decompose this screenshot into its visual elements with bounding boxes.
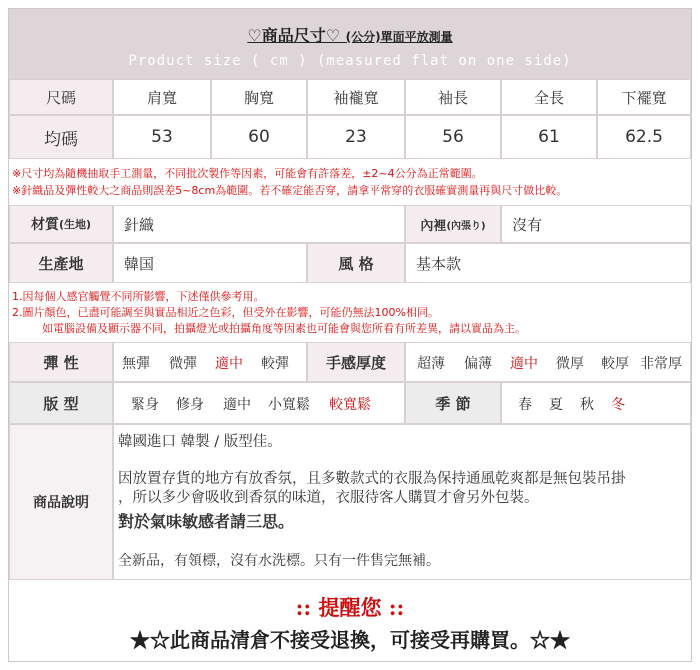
reminder-text: ★☆此商品清倉不接受退換，可接受再購買。☆★	[130, 628, 570, 652]
description-line: ，所以多少會吸收到香氛的味道，衣服待客人購買才會另外包裝。	[118, 490, 539, 506]
description-label: 商品說明	[9, 424, 113, 580]
size-value-cell: 60	[211, 115, 307, 159]
color-note: 2.圖片顏色，已盡可能調至與實品相近之色彩，但受外在影響，可能仍無法100%相同。	[12, 306, 439, 319]
season-label: 季 節	[405, 382, 501, 424]
fit-option: 小寬鬆	[268, 397, 310, 413]
title-banner	[9, 9, 691, 79]
color-note: 1.因每個人感官觸覺不同所影響，下述僅供參考用。	[12, 290, 265, 303]
origin-label: 生產地	[9, 243, 113, 283]
material-label: 材質 (生地)	[9, 205, 113, 243]
size-header-cell: 肩寬	[113, 79, 211, 115]
size-header-cell: 尺碼	[9, 79, 113, 115]
stock-note: 全新品，有領標，沒有水洗標。只有一件售完無補。	[118, 553, 440, 569]
lining-value: 沒有	[501, 205, 691, 243]
size-header-cell: 全長	[501, 79, 597, 115]
size-value-cell: 53	[113, 115, 211, 159]
elasticity-option: 微彈	[169, 356, 197, 372]
material-value: 針織	[113, 205, 405, 243]
description-line: 因放置存貨的地方有放香氛，且多數款式的衣服為保持通風乾爽都是無包裝吊掛	[118, 471, 626, 487]
page-title: ♡商品尺寸♡ (公分)單面平放測量	[247, 26, 453, 45]
style-label: 風 格	[307, 243, 405, 283]
elasticity-option: 無彈	[122, 356, 150, 372]
size-value-cell: 56	[405, 115, 501, 159]
thickness-option-selected: 適中	[510, 356, 538, 372]
lining-label: 內裡 (內張り)	[405, 205, 501, 243]
elasticity-label: 彈 性	[9, 342, 113, 382]
size-value-cell: 均碼	[9, 115, 113, 159]
size-value-cell: 62.5	[597, 115, 691, 159]
season-option-selected: 冬	[611, 397, 625, 413]
fit-option: 修身	[176, 397, 204, 413]
fit-option: 適中	[223, 397, 251, 413]
color-note: 如電腦設備及顯示器不同，拍攝燈光或拍攝角度等因素也可能會與您所看有所差異，請以實品為主。	[42, 322, 526, 335]
size-header-cell: 胸寬	[211, 79, 307, 115]
thickness-option: 偏薄	[464, 356, 492, 372]
thickness-option: 較厚	[601, 356, 629, 372]
origin-value: 韓国	[113, 243, 307, 283]
thickness-label: 手感厚度	[307, 342, 405, 382]
size-note: ※尺寸均為隨機抽取手工測量，不同批次製作等因素，可能會有許落差，±2~4公分為正常範圍。	[12, 167, 483, 180]
elasticity-option-selected: 適中	[215, 356, 243, 372]
scent-warning: 對於氣味敏感者請三思。	[118, 512, 295, 531]
size-value-cell: 61	[501, 115, 597, 159]
elasticity-option: 較彈	[261, 356, 289, 372]
description-line: 韓國進口 韓製 / 版型佳。	[118, 434, 282, 450]
fit-option: 緊身	[131, 397, 159, 413]
thickness-option: 非常厚	[640, 356, 682, 372]
season-option: 秋	[580, 397, 594, 413]
style-value: 基本款	[405, 243, 691, 283]
size-note: ※針織品及彈性較大之商品則誤差5~8cm為範圍。若不確定能否穿，請拿平常穿的衣服確實測量再與尺寸做比較。	[12, 184, 568, 197]
fit-option-selected: 較寬鬆	[329, 397, 371, 413]
size-header-cell: 袖襱寬	[307, 79, 405, 115]
season-option: 夏	[549, 397, 563, 413]
page-subtitle: Product size ( cm ) (measured flat on one side)	[128, 53, 572, 69]
fit-label: 版 型	[9, 382, 113, 424]
size-value-cell: 23	[307, 115, 405, 159]
size-header-cell: 袖長	[405, 79, 501, 115]
thickness-option: 微厚	[556, 356, 584, 372]
season-option: 春	[518, 397, 532, 413]
reminder-title: :: 提醒您 ::	[295, 595, 405, 620]
size-header-cell: 下襬寬	[597, 79, 691, 115]
thickness-option: 超薄	[417, 356, 445, 372]
